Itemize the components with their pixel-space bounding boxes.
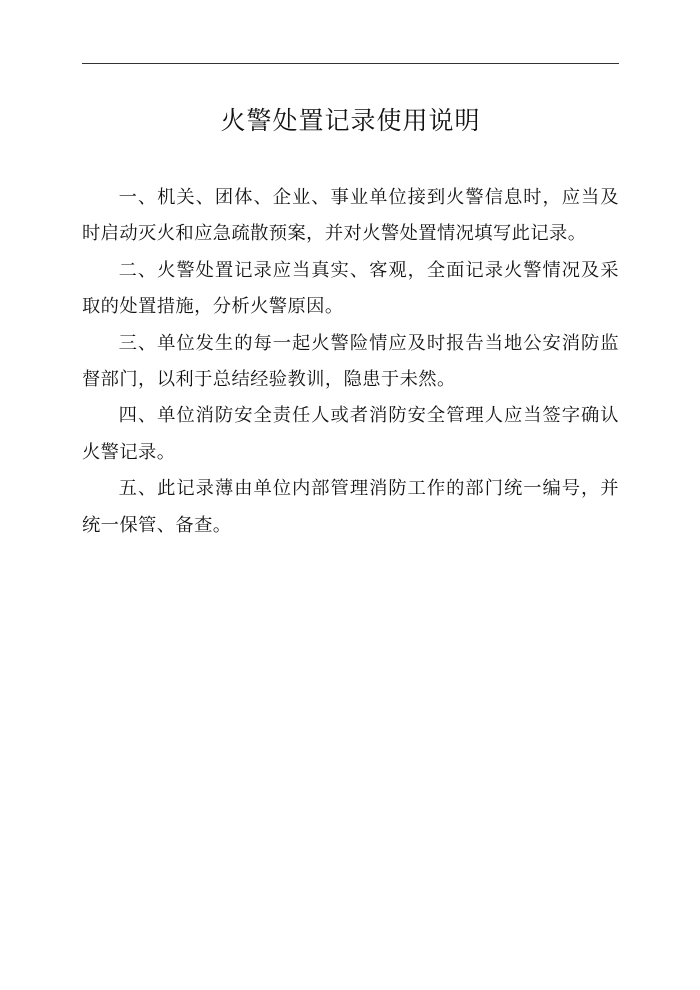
instruction-paragraph-4: 四、单位消防安全责任人或者消防安全管理人应当签字确认火警记录。	[82, 405, 619, 463]
instruction-paragraph-2: 二、火警处置记录应当真实、客观，全面记录火警情况及采取的处置措施，分析火警原因。	[82, 259, 619, 318]
document-title: 火警处置记录使用说明	[220, 106, 481, 135]
instruction-paragraph-5: 五、此记录薄由单位内部管理消防工作的部门统一编号，并统一保管、备查。	[82, 478, 619, 536]
instruction-paragraph-1: 一、机关、团体、企业、事业单位接到火警信息时，应当及时启动灭火和应急疏散预案，并对火警处置情况填写此记录。	[82, 187, 619, 245]
instructions-body	[82, 180, 619, 544]
header-rule	[82, 63, 619, 64]
instruction-paragraph-3: 三、单位发生的每一起火警险情应及时报告当地公安消防监督部门，以利于总结经验教训，隐患于未然。	[82, 332, 619, 391]
